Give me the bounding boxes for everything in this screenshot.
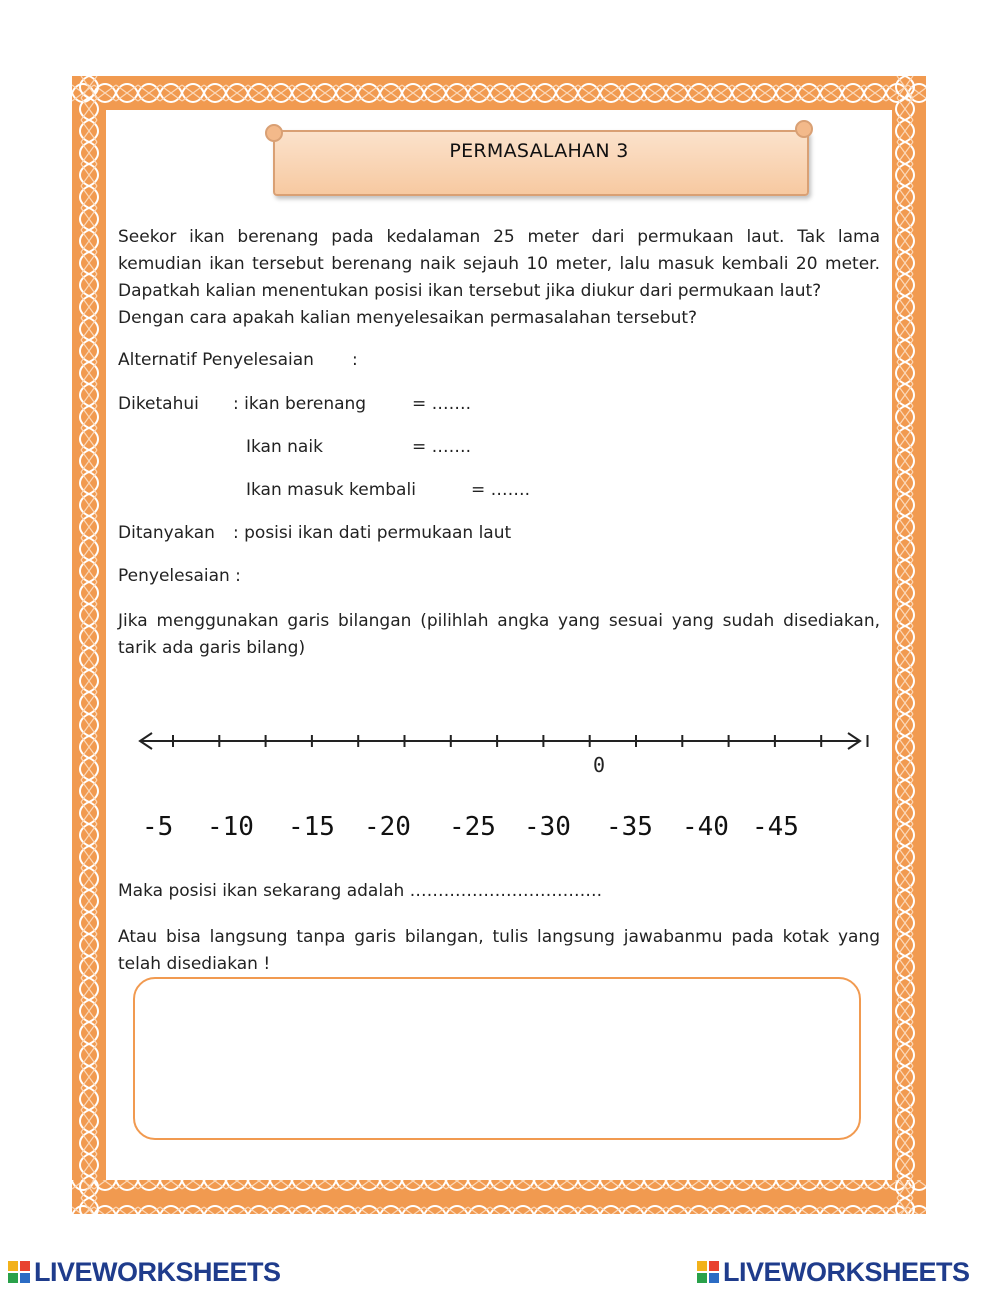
option-number[interactable]: -20: [364, 812, 411, 842]
brand-logo-left: [8, 1255, 281, 1289]
option-number[interactable]: -15: [288, 812, 335, 842]
alternatif-colon: :: [352, 350, 358, 370]
title-ribbon: [265, 120, 813, 196]
known-item-label: Ikan naik: [246, 437, 323, 457]
option-number[interactable]: -45: [752, 812, 799, 842]
zero-label: 0: [593, 753, 606, 777]
option-number[interactable]: -10: [207, 812, 254, 842]
page-title: PERMASALAHAN 3: [449, 140, 629, 162]
number-line[interactable]: [130, 720, 870, 780]
option-number[interactable]: -35: [606, 812, 653, 842]
penyelesaian-label: Penyelesaian :: [118, 566, 241, 586]
ditanyakan-text: : posisi ikan dati permukaan laut: [233, 523, 512, 543]
instruction-text: Jika menggunakan garis bilangan (pilihlah angka yang sesuai yang sudah disediakan, tarik ada garis bilang): [118, 611, 880, 658]
option-number[interactable]: -40: [682, 812, 729, 842]
diketahui-label: Diketahui: [118, 394, 199, 414]
problem-text: Seekor ikan berenang pada kedalaman 25 meter dari permukaan laut. Tak lama kemudian ikan tersebut berenang naik sejauh 10 meter, lalu masuk kembali 20 meter. Dapatkah kalian menentukan posisi ikan tersebut jika diukur dari permukaan laut?: [118, 227, 880, 301]
option-number[interactable]: -30: [524, 812, 571, 842]
option-number[interactable]: -5: [142, 812, 174, 842]
alternatif-label: Alternatif Penyelesaian: [118, 350, 314, 370]
brand-logo-icon: [8, 1261, 30, 1283]
known-item-value: = …….: [471, 480, 531, 500]
known-item-value: = …….: [412, 437, 472, 457]
answer-box[interactable]: [133, 977, 861, 1140]
brand-logo-icon: [697, 1261, 719, 1283]
question-text: Dengan cara apakah kalian menyelesaikan permasalahan tersebut?: [118, 308, 698, 328]
option-number[interactable]: -25: [449, 812, 496, 842]
brand-name: LIVEWORKSHEETS: [723, 1256, 970, 1287]
known-item-label: : ikan berenang: [233, 394, 367, 414]
ribbon-curl-right: [795, 120, 813, 138]
ditanyakan-label: Ditanyakan: [118, 523, 215, 543]
conclusion-text: Maka posisi ikan sekarang adalah …………………………….: [118, 881, 603, 901]
known-item-label: Ikan masuk kembali: [246, 480, 416, 500]
brand-logo-right: [697, 1255, 970, 1289]
known-item-value: = …….: [412, 394, 472, 414]
direct-answer-text: Atau bisa langsung tanpa garis bilangan, tulis langsung jawabanmu pada kotak yang telah disediakan !: [118, 927, 880, 974]
brand-name: LIVEWORKSHEETS: [34, 1256, 281, 1287]
